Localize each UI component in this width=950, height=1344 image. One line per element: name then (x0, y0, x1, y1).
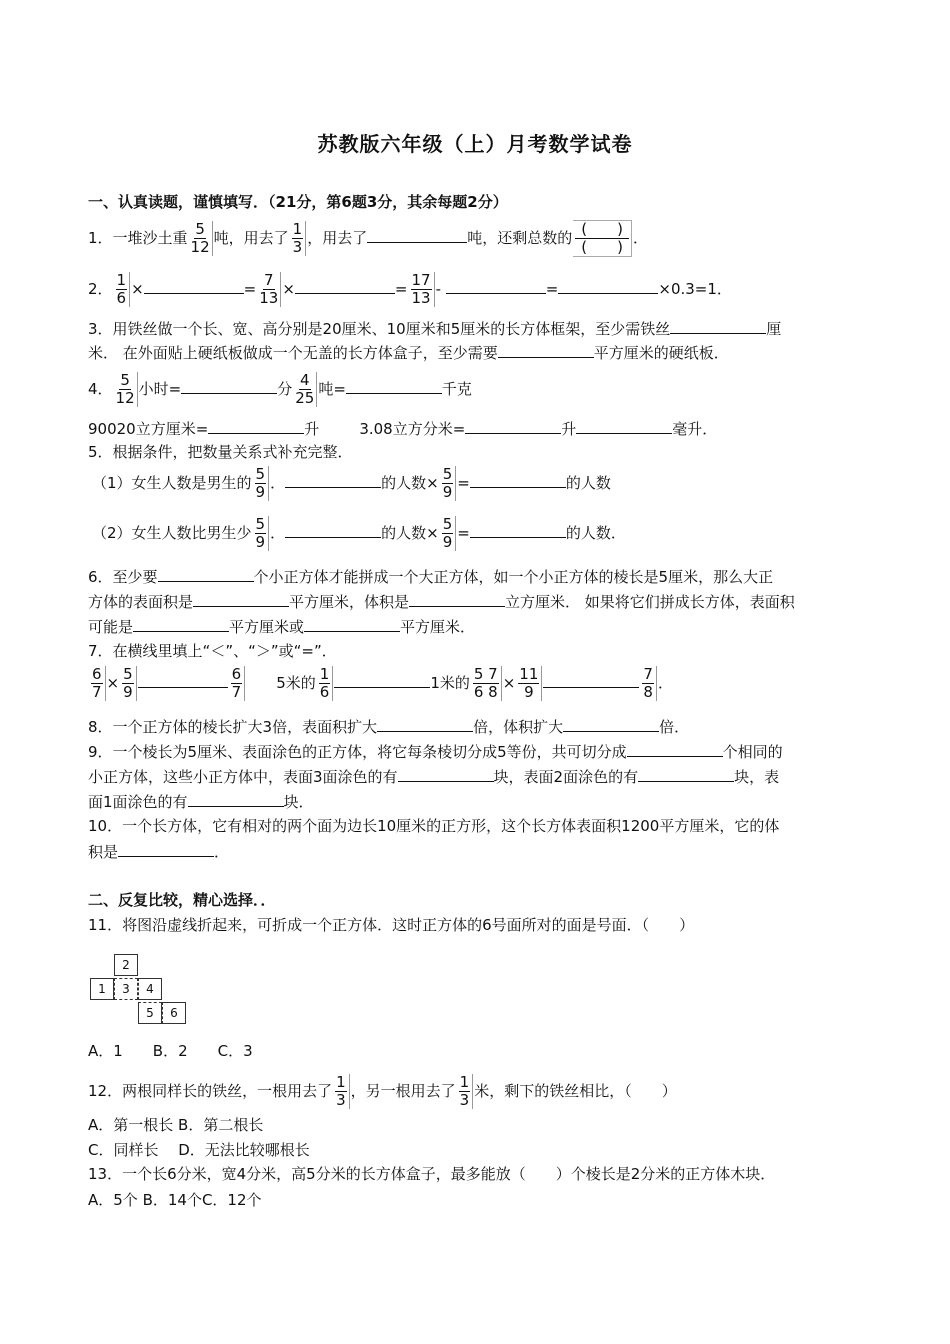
cube-net-figure (88, 950, 188, 1026)
answer-blank[interactable] (670, 318, 766, 334)
question-5: 5．根据条件，把数量关系式补充完整． (88, 443, 353, 461)
section-2-heading: 二、反复比较，精心选择．． (88, 891, 276, 909)
answer-blank[interactable] (118, 841, 214, 857)
question-13: 13．一个长6分米，宽4分米，高5分米的长方体盒子，最多能放（ ）个棱长是2分米的正方体木块． (88, 1165, 776, 1183)
answer-blank[interactable] (208, 418, 304, 434)
answer-blank[interactable] (409, 591, 505, 607)
answer-blank[interactable] (304, 616, 400, 632)
question-3: 3．用铁丝做一个长、宽、高分别是20厘米、10厘米和5厘米的长方体框架，至少需铁丝 厘 (88, 320, 782, 338)
answer-blank[interactable] (627, 741, 723, 757)
answer-blank[interactable] (285, 522, 381, 538)
answer-blank[interactable] (446, 278, 546, 294)
question-7-items: $\frac{6}{7}$ × $\frac{5}{9}$ $\frac{6}{7}$ 5米的 $\frac{1}{6}$ 1米的 $\frac{5 7}{6 8}$ × $\frac{11}{9}$ $\frac{7}{8}$ ． (88, 666, 673, 701)
answer-blank[interactable] (498, 342, 594, 358)
answer-blank[interactable] (367, 227, 467, 243)
answer-fraction[interactable]: $\frac{( )}{( )}$ (573, 220, 632, 257)
answer-blank[interactable] (465, 418, 561, 434)
page-title: 苏教版六年级（上）月考数学试卷 (317, 132, 633, 156)
question-7: 7．在横线里填上“＜”、“＞”或“=”． (88, 642, 337, 660)
answer-blank[interactable] (346, 378, 442, 394)
net-cell: 2 (114, 954, 138, 976)
question-12: 12．两根同样长的铁丝，一根用去了 $\frac{1}{3}$ ，另一根用去了 $\frac{1}{3}$ 米，剩下的铁丝相比，（ ） (88, 1073, 677, 1109)
answer-blank[interactable] (285, 472, 381, 488)
question-6-cont2: 可能是 平方厘米或 平方厘米． (88, 618, 476, 636)
answer-blank[interactable] (334, 672, 430, 688)
question-6-cont: 方体的表面积是 平方厘米，体积是 立方厘米． 如果将它们拼成长方体，表面积 (88, 593, 795, 611)
question-13-options[interactable]: A．5个 B．14个C．12个 (88, 1191, 262, 1209)
question-12-options-1[interactable]: A．第一根长 B．第二根长 (88, 1116, 264, 1134)
answer-blank[interactable] (398, 766, 494, 782)
answer-blank[interactable] (133, 616, 229, 632)
net-cell: 1 (90, 978, 114, 1000)
question-12-options-2[interactable]: C．同样长 D．无法比较哪根长 (88, 1141, 310, 1159)
question-9-cont2: 面1面涂色的有 块． (88, 793, 314, 811)
answer-blank[interactable] (295, 278, 395, 294)
question-8: 8．一个正方体的棱长扩大3倍，表面积扩大 倍，体积扩大 倍． (88, 718, 690, 736)
answer-blank[interactable] (144, 278, 244, 294)
answer-blank[interactable] (470, 472, 566, 488)
question-1: 1．一堆沙土重 $\frac{5}{12}$ 吨，用去了 $\frac{1}{3}$ ，用去了 吨，还剩总数的 $\frac{( )}{( )}$ ． (88, 220, 648, 256)
question-5-2: （2）女生人数比男生少 $\frac{5}{9}$ ． 的人数× $\frac{5}{9}$ = 的人数． (92, 515, 626, 551)
question-4-cont: 90020立方厘米= 升 3.08立方分米= 升 毫升． (88, 420, 718, 438)
question-10: 10．一个长方体，它有相对的两个面为边长10厘米的正方形，这个长方体表面积1200平方厘米，它的体 (88, 817, 780, 835)
answer-blank[interactable] (638, 766, 734, 782)
question-3-cont: 米． 在外面贴上硬纸板做成一个无盖的长方体盒子，至少需要 平方厘米的硬纸板． (88, 344, 729, 362)
answer-blank[interactable] (181, 378, 277, 394)
answer-blank[interactable] (470, 522, 566, 538)
answer-blank[interactable] (377, 716, 473, 732)
answer-blank[interactable] (188, 791, 284, 807)
question-6: 6．至少要 个小正方体才能拼成一个大正方体，如一个小正方体的棱长是5厘米，那么大正 (88, 568, 774, 586)
net-cell: 3 (114, 978, 138, 1000)
question-11: 11．将图沿虚线折起来，可折成一个正方体．这时正方体的6号面所对的面是号面．（ ） (88, 916, 695, 934)
answer-blank[interactable] (193, 591, 289, 607)
net-cell: 5 (138, 1002, 162, 1024)
question-9: 9．一个棱长为5厘米、表面涂色的正方体，将它每条棱切分成5等份，共可切分成 个相同的 (88, 743, 783, 761)
answer-blank[interactable] (158, 566, 254, 582)
answer-blank[interactable] (558, 278, 658, 294)
question-5-1: （1）女生人数是男生的 $\frac{5}{9}$ ． 的人数× $\frac{5}{9}$ = 的人数 (92, 465, 611, 501)
question-2: 2． $\frac{1}{6}$ × = $\frac{7}{13}$ × = $\frac{17}{13}$ - = ×0.3=1． (88, 271, 732, 307)
question-9-cont: 小正方体，这些小正方体中，表面3面涂色的有 块，表面2面涂色的有 块，表 (88, 768, 780, 786)
net-cell: 4 (138, 978, 162, 1000)
answer-blank[interactable] (543, 672, 639, 688)
question-4: 4． $\frac{5}{12}$ 小时= 分 $\frac{4}{25}$ 吨= 千克 (88, 371, 472, 407)
section-1-heading: 一、认真读题，谨慎填写．（21分，第6题3分，其余每题2分） (88, 193, 508, 211)
answer-blank[interactable] (576, 418, 672, 434)
net-cell: 6 (162, 1002, 186, 1024)
answer-blank[interactable] (138, 672, 228, 688)
question-11-options[interactable]: A．1 B．2 C．3 (88, 1042, 253, 1060)
answer-blank[interactable] (563, 716, 659, 732)
question-10-cont: 积是 ． (88, 843, 230, 861)
